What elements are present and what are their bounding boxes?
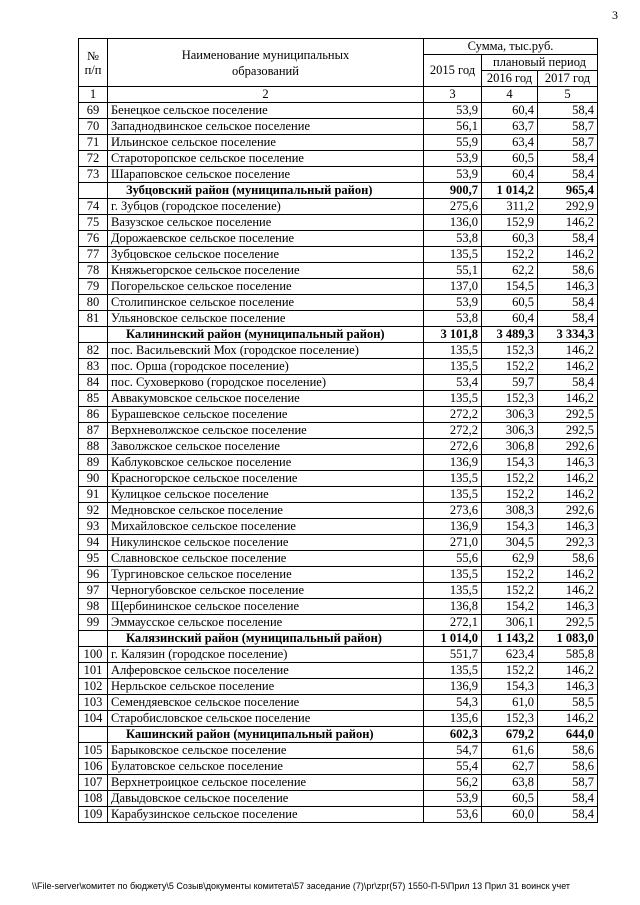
row-number: 95 [79,551,108,567]
value-2017: 146,3 [538,279,598,295]
table-row [79,551,598,567]
value-2016: 154,2 [482,599,538,615]
value-2017: 146,2 [538,487,598,503]
value-2017: 146,2 [538,391,598,407]
row-number: 69 [79,103,108,119]
table-row [79,167,598,183]
row-number: 78 [79,263,108,279]
value-2015: 551,7 [424,647,482,663]
value-2017: 58,4 [538,807,598,823]
value-2017: 644,0 [538,727,598,743]
value-2015: 136,9 [424,679,482,695]
table-row [79,791,598,807]
value-2016: 306,8 [482,439,538,455]
row-name: Михайловское сельское поселение [108,519,424,535]
table-row [79,199,598,215]
value-2015: 900,7 [424,183,482,199]
row-number: 87 [79,423,108,439]
file-path-footer: \\File-server\комитет по бюджету\5 Созыв\документы комитета\57 заседание (7)\pr\zpr(57) 1550-П-5\Прил 13 Прил 31 воинск учет [32,881,571,891]
value-2016: 60,5 [482,151,538,167]
value-2017: 146,2 [538,343,598,359]
table-row [79,471,598,487]
row-name: Алферовское сельское поселение [108,663,424,679]
value-2016: 63,4 [482,135,538,151]
value-2016: 311,2 [482,199,538,215]
table-row [79,375,598,391]
value-2017: 58,4 [538,151,598,167]
value-2016: 1 143,2 [482,631,538,647]
row-name: Кулицкое сельское поселение [108,487,424,503]
table-row [79,423,598,439]
row-number: 84 [79,375,108,391]
table-row [79,695,598,711]
district-row [79,631,598,647]
row-name: пос. Орша (городское поселение) [108,359,424,375]
table-row [79,567,598,583]
value-2015: 53,9 [424,791,482,807]
row-number: 106 [79,759,108,775]
value-2015: 56,2 [424,775,482,791]
value-2015: 53,9 [424,103,482,119]
row-number: 98 [79,599,108,615]
value-2016: 60,5 [482,791,538,807]
row-name: Верхнетроицкое сельское поселение [108,775,424,791]
value-2015: 275,6 [424,199,482,215]
header-index-3: 3 [424,87,482,103]
row-name: пос. Суховерково (городское поселение) [108,375,424,391]
value-2015: 272,2 [424,423,482,439]
header-index-5: 5 [538,87,598,103]
row-name: Славновское сельское поселение [108,551,424,567]
value-2016: 60,4 [482,103,538,119]
row-number: 90 [79,471,108,487]
table-body [79,103,598,823]
value-2015: 135,5 [424,343,482,359]
table-row [79,295,598,311]
value-2015: 55,1 [424,263,482,279]
header-2015: 2015 год [424,55,482,87]
row-name: Булатовское сельское поселение [108,759,424,775]
value-2015: 272,6 [424,439,482,455]
table-row [79,615,598,631]
value-2016: 152,3 [482,391,538,407]
value-2017: 292,5 [538,407,598,423]
value-2016: 152,2 [482,247,538,263]
value-2015: 135,5 [424,471,482,487]
row-number [79,183,108,199]
value-2017: 292,6 [538,439,598,455]
value-2017: 292,6 [538,503,598,519]
row-name: Вазузское сельское поселение [108,215,424,231]
table-row [79,407,598,423]
table-row [79,679,598,695]
value-2017: 146,2 [538,247,598,263]
value-2016: 62,7 [482,759,538,775]
value-2017: 146,2 [538,359,598,375]
value-2016: 152,3 [482,343,538,359]
row-name: Карабузинское сельское поселение [108,807,424,823]
row-name: Западнодвинское сельское поселение [108,119,424,135]
value-2015: 55,4 [424,759,482,775]
value-2016: 62,2 [482,263,538,279]
value-2017: 58,4 [538,295,598,311]
value-2017: 1 083,0 [538,631,598,647]
table-row [79,711,598,727]
table-row [79,119,598,135]
value-2015: 135,5 [424,487,482,503]
value-2016: 306,1 [482,615,538,631]
row-name: Староторопское сельское поселение [108,151,424,167]
value-2015: 273,6 [424,503,482,519]
row-name: Калязинский район (муниципальный район) [108,631,424,647]
row-number: 94 [79,535,108,551]
table-row [79,311,598,327]
row-name: Старобисловское сельское поселение [108,711,424,727]
value-2016: 152,2 [482,359,538,375]
row-number [79,727,108,743]
value-2015: 602,3 [424,727,482,743]
value-2017: 58,4 [538,311,598,327]
value-2017: 146,3 [538,679,598,695]
value-2015: 53,9 [424,151,482,167]
row-name: Никулинское сельское поселение [108,535,424,551]
row-name: Нерльское сельское поселение [108,679,424,695]
row-name: Дорожаевское сельское поселение [108,231,424,247]
row-number: 72 [79,151,108,167]
row-number: 97 [79,583,108,599]
row-name: Черногубовское сельское поселение [108,583,424,599]
value-2015: 53,9 [424,167,482,183]
row-number: 91 [79,487,108,503]
value-2016: 152,3 [482,711,538,727]
value-2016: 60,4 [482,167,538,183]
value-2017: 58,7 [538,775,598,791]
row-name: Столипинское сельское поселение [108,295,424,311]
value-2016: 63,8 [482,775,538,791]
table-row [79,503,598,519]
value-2015: 53,6 [424,807,482,823]
row-name: пос. Васильевский Мох (городское поселение) [108,343,424,359]
value-2017: 58,4 [538,791,598,807]
table-row [79,279,598,295]
value-2017: 292,5 [538,615,598,631]
value-2015: 271,0 [424,535,482,551]
value-2016: 152,9 [482,215,538,231]
page-number: 3 [612,8,618,22]
value-2017: 292,9 [538,199,598,215]
header-row-1 [79,39,598,55]
row-name: г. Зубцов (городское поселение) [108,199,424,215]
table-row [79,231,598,247]
value-2017: 58,6 [538,759,598,775]
value-2017: 58,4 [538,231,598,247]
table-row [79,663,598,679]
value-2016: 60,0 [482,807,538,823]
row-number: 76 [79,231,108,247]
row-name: Кашинский район (муниципальный район) [108,727,424,743]
value-2016: 306,3 [482,407,538,423]
row-number: 70 [79,119,108,135]
value-2016: 1 014,2 [482,183,538,199]
value-2016: 3 489,3 [482,327,538,343]
row-name: Медновское сельское поселение [108,503,424,519]
row-name: г. Калязин (городское поселение) [108,647,424,663]
row-number: 104 [79,711,108,727]
value-2017: 965,4 [538,183,598,199]
value-2017: 58,4 [538,103,598,119]
row-name: Княжьегорское сельское поселение [108,263,424,279]
header-name: Наименование муниципальных образований [108,39,424,87]
header-index-row [79,87,598,103]
row-number: 92 [79,503,108,519]
value-2017: 146,2 [538,471,598,487]
table-row [79,359,598,375]
row-number: 107 [79,775,108,791]
value-2016: 60,5 [482,295,538,311]
value-2016: 623,4 [482,647,538,663]
district-row [79,727,598,743]
row-number: 88 [79,439,108,455]
value-2015: 135,5 [424,391,482,407]
value-2015: 53,9 [424,295,482,311]
value-2015: 135,5 [424,359,482,375]
value-2015: 272,2 [424,407,482,423]
value-2015: 3 101,8 [424,327,482,343]
header-sum: Сумма, тыс.руб. [424,39,598,55]
value-2015: 272,1 [424,615,482,631]
value-2016: 154,3 [482,679,538,695]
table-row [79,135,598,151]
row-number: 101 [79,663,108,679]
district-row [79,183,598,199]
header-num: № п/п [79,39,108,87]
row-number: 86 [79,407,108,423]
value-2016: 308,3 [482,503,538,519]
value-2017: 58,6 [538,551,598,567]
value-2017: 146,2 [538,215,598,231]
row-number: 103 [79,695,108,711]
row-name: Бенецкое сельское поселение [108,103,424,119]
table-row [79,263,598,279]
header-index-4: 4 [482,87,538,103]
row-number: 109 [79,807,108,823]
row-number: 100 [79,647,108,663]
row-number: 80 [79,295,108,311]
value-2016: 63,7 [482,119,538,135]
value-2016: 154,5 [482,279,538,295]
value-2015: 135,5 [424,663,482,679]
row-number: 85 [79,391,108,407]
table-row [79,487,598,503]
value-2015: 55,6 [424,551,482,567]
table-row [79,807,598,823]
value-2017: 58,7 [538,135,598,151]
row-number: 96 [79,567,108,583]
value-2017: 292,3 [538,535,598,551]
value-2017: 58,4 [538,375,598,391]
value-2016: 679,2 [482,727,538,743]
value-2015: 53,8 [424,231,482,247]
table-row [79,343,598,359]
value-2017: 292,5 [538,423,598,439]
value-2017: 146,3 [538,519,598,535]
row-name: Погорельское сельское поселение [108,279,424,295]
row-name: Тургиновское сельское поселение [108,567,424,583]
header-2016: 2016 год [482,71,538,87]
value-2016: 152,2 [482,471,538,487]
row-name: Зубцовский район (муниципальный район) [108,183,424,199]
row-name: Давыдовское сельское поселение [108,791,424,807]
value-2017: 58,6 [538,743,598,759]
table-row [79,743,598,759]
value-2015: 136,9 [424,455,482,471]
row-name: Зубцовское сельское поселение [108,247,424,263]
row-name: Щербининское сельское поселение [108,599,424,615]
row-number: 71 [79,135,108,151]
value-2016: 59,7 [482,375,538,391]
value-2015: 55,9 [424,135,482,151]
value-2017: 585,8 [538,647,598,663]
header-index-2: 2 [108,87,424,103]
value-2016: 62,9 [482,551,538,567]
row-number [79,631,108,647]
table-row [79,599,598,615]
value-2015: 54,7 [424,743,482,759]
row-name: Аввакумовское сельское поселение [108,391,424,407]
value-2015: 53,4 [424,375,482,391]
value-2016: 60,4 [482,311,538,327]
value-2016: 306,3 [482,423,538,439]
row-number: 108 [79,791,108,807]
row-number: 105 [79,743,108,759]
table-row [79,455,598,471]
value-2017: 58,4 [538,167,598,183]
value-2015: 135,5 [424,583,482,599]
row-number: 83 [79,359,108,375]
value-2016: 152,2 [482,583,538,599]
value-2015: 1 014,0 [424,631,482,647]
value-2015: 53,8 [424,311,482,327]
header-2017: 2017 год [538,71,598,87]
value-2017: 146,2 [538,567,598,583]
row-number: 93 [79,519,108,535]
row-number: 79 [79,279,108,295]
value-2016: 60,3 [482,231,538,247]
value-2016: 152,2 [482,663,538,679]
value-2017: 146,3 [538,455,598,471]
value-2015: 137,0 [424,279,482,295]
table-row [79,519,598,535]
value-2015: 136,8 [424,599,482,615]
table-row [79,775,598,791]
value-2016: 61,6 [482,743,538,759]
value-2016: 154,3 [482,455,538,471]
row-name: Ильинское сельское поселение [108,135,424,151]
value-2015: 56,1 [424,119,482,135]
row-name: Семендяевское сельское поселение [108,695,424,711]
row-number: 73 [79,167,108,183]
value-2015: 135,5 [424,247,482,263]
table-row [79,439,598,455]
value-2015: 135,5 [424,567,482,583]
value-2017: 3 334,3 [538,327,598,343]
row-number: 99 [79,615,108,631]
row-number: 82 [79,343,108,359]
value-2015: 136,0 [424,215,482,231]
value-2017: 146,2 [538,663,598,679]
row-name: Ульяновское сельское поселение [108,311,424,327]
value-2017: 58,7 [538,119,598,135]
table-row [79,759,598,775]
table-row [79,247,598,263]
value-2017: 146,2 [538,583,598,599]
row-number [79,327,108,343]
row-name: Красногорское сельское поселение [108,471,424,487]
row-name: Каблуковское сельское поселение [108,455,424,471]
row-name: Калининский район (муниципальный район) [108,327,424,343]
row-number: 89 [79,455,108,471]
value-2015: 54,3 [424,695,482,711]
table-row [79,535,598,551]
row-name: Барыковское сельское поселение [108,743,424,759]
value-2016: 152,2 [482,567,538,583]
value-2016: 152,2 [482,487,538,503]
value-2016: 61,0 [482,695,538,711]
header-plan-period: плановый период [482,55,598,71]
value-2015: 136,9 [424,519,482,535]
value-2017: 58,6 [538,263,598,279]
row-number: 81 [79,311,108,327]
table-row [79,391,598,407]
row-number: 102 [79,679,108,695]
row-number: 74 [79,199,108,215]
table-row [79,583,598,599]
value-2016: 304,5 [482,535,538,551]
value-2017: 146,2 [538,711,598,727]
row-name: Эммаусское сельское поселение [108,615,424,631]
district-row [79,327,598,343]
table-row [79,151,598,167]
row-number: 75 [79,215,108,231]
row-number: 77 [79,247,108,263]
row-name: Шараповское сельское поселение [108,167,424,183]
value-2017: 58,5 [538,695,598,711]
value-2016: 154,3 [482,519,538,535]
value-2017: 146,3 [538,599,598,615]
row-name: Бурашевское сельское поселение [108,407,424,423]
table-row [79,647,598,663]
row-name: Заволжское сельское поселение [108,439,424,455]
row-name: Верхневолжское сельское поселение [108,423,424,439]
budget-table [78,38,598,823]
value-2015: 135,6 [424,711,482,727]
table-row [79,103,598,119]
header-index-1: 1 [79,87,108,103]
table-row [79,215,598,231]
